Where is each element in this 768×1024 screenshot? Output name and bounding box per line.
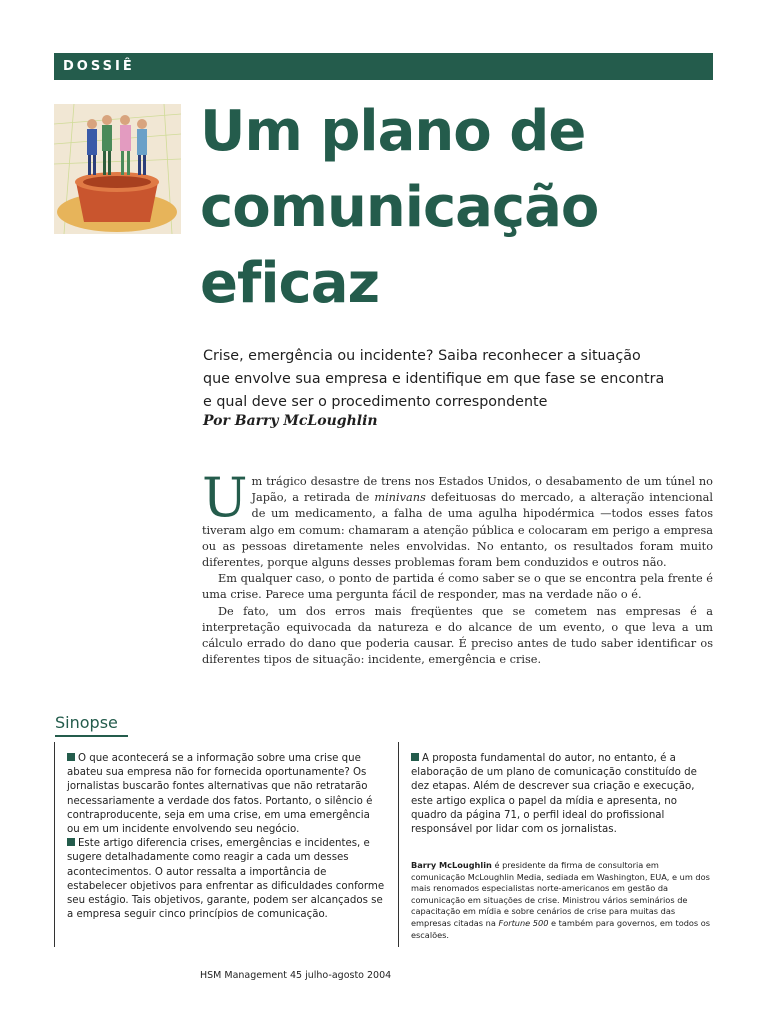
article-headline xyxy=(200,94,720,322)
article-body xyxy=(202,466,714,668)
body-paragraph: Em qualquer caso, o ponto de partida é como saber se o que se encontra pela frente é uma crise. Parece uma pergunta fácil de responder, mas na verdade não o é. xyxy=(202,572,713,602)
subtitle-line: Crise, emergência ou incidente? Saiba reconhecer a situação xyxy=(203,348,641,364)
article-subtitle xyxy=(203,345,703,414)
author-bio: Barry McLoughlin é presidente da firma de consultoria em comunicação McLoughlin Media, sediada em Washington, EUA, e um dos mais renomados especialistas norte-americanos em gestão da comunicação em situações de crise. Ministrou vários seminários de capacitação em mídia e sobre cenários de crise para muitas das empresas citadas na Fortune 500 e também para governos, em todos os escalões. xyxy=(411,860,711,940)
headline-line: Um plano de xyxy=(200,99,586,164)
subtitle-line: que envolve sua empresa e identifique em que fase se encontra xyxy=(203,371,665,387)
sinopse-heading: Sinopse xyxy=(55,713,118,732)
body-paragraph: De fato, um dos erros mais freqüentes que se cometem nas empresas é a interpretação equivocada da natureza e do alcance de um evento, o que leva a um cálculo errado do dano que poderia causar. É preciso antes de tudo saber identificar os diferentes tipos de situação: incidente, emergência e crise. xyxy=(202,604,713,667)
sinopse-left-column xyxy=(67,752,385,922)
sinopse-right-column xyxy=(411,752,713,837)
bullet-square-icon xyxy=(411,753,419,761)
body-paragraph: Um trágico desastre de trens nos Estados Unidos, o desabamento de um túnel no Japão, a retirada de minivans defeituosas do mercado, a alteração intencional de um medicamento, a falha de uma agulha hipodérmica —todos esses fatos tiveram algo em comum: chamaram a atenção pública e colocaram em perigo a empresa ou as pessoas diretamente neles envolvidas. No entanto, os resultados foram muito diferentes, porque alguns desses problemas foram bem conduzidos e outros não. xyxy=(202,466,714,570)
sinopse-paragraph: A proposta fundamental do autor, no entanto, é a elaboração de um plano de comunicação constituído de dez etapas. Além de descrever sua criação e execução, este artigo explica o papel da mídia e apresenta, no quadro da página 71, o perfil ideal do profissional responsável por lidar com os jornalistas. xyxy=(411,753,697,836)
headline-line: comunicação xyxy=(200,175,599,240)
author-byline: Por Barry McLoughlin xyxy=(203,413,378,429)
headline-line: eficaz xyxy=(200,251,380,316)
sinopse-paragraph: Este artigo diferencia crises, emergências e incidentes, e sugere detalhadamente como reagir a cada um desses acontecimentos. O autor ressalta a importância de estabelecer objetivos para enfrentar as dificuldades conforme seu estágio. Tais objetivos, garante, podem ser alcançados se a empresa seguir cinco princípios de comunicação. xyxy=(67,838,385,921)
section-label: DOSSIÊ xyxy=(54,53,713,80)
page-footer: HSM Management 45 julho-agosto 2004 xyxy=(200,970,392,981)
subtitle-line: e qual deve ser o procedimento correspondente xyxy=(203,394,548,410)
drop-cap: U xyxy=(202,466,248,529)
people-on-pot-illustration xyxy=(54,104,181,234)
sinopse-underline xyxy=(55,735,128,737)
sinopse-divider xyxy=(398,742,399,947)
bullet-square-icon xyxy=(67,838,75,846)
bullet-square-icon xyxy=(67,753,75,761)
sinopse-divider xyxy=(54,742,55,947)
sinopse-paragraph: O que acontecerá se a informação sobre uma crise que abateu sua empresa não for fornecida oportunamente? Os jornalistas buscarão fontes alternativas que não retratarão necessariamente a verdade dos fatos. Portanto, o silêncio é contraproducente, seja em uma crise, em uma emergência ou em um incidente envolvendo seu negócio. xyxy=(67,753,373,836)
